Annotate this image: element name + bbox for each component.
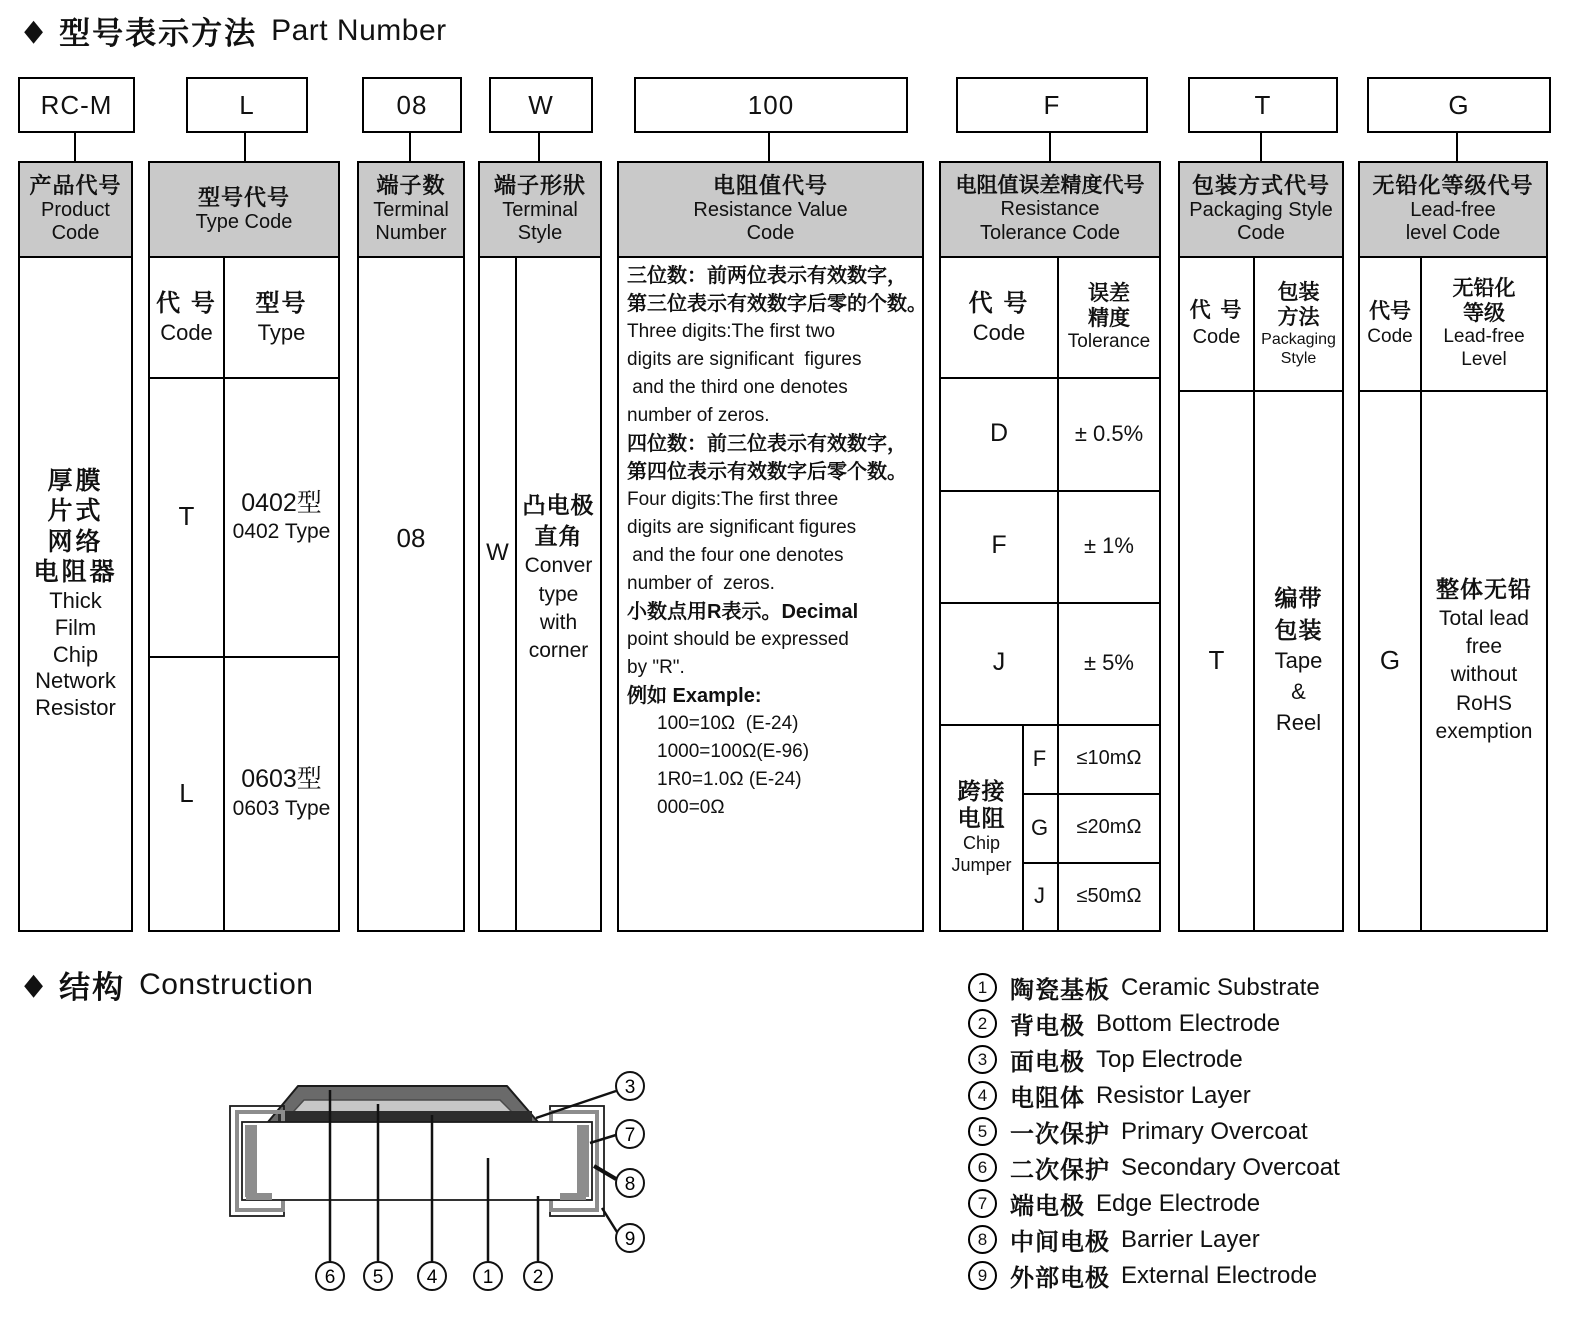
legend-zh: 面电极 [1010,1049,1085,1076]
connector-line [768,131,770,161]
jumper-row-f-code: F [1032,745,1047,771]
legend-item-ceramic-substrate [968,973,1340,1004]
connector-line [74,131,76,161]
product-en-line: Resistor [35,695,116,721]
resistance-example-line: 000=0Ω [657,797,725,818]
legend-zh: 外部电极 [1010,1265,1110,1292]
code-type: L [239,89,255,120]
code-box-packaging [1188,77,1338,133]
terminal-style-en-line: Conver [524,554,593,578]
leadfree-zh-line: 整体无铅 [1436,575,1532,602]
leadfree-subheader-code-zh: 代号 [1369,300,1411,323]
header-terminal-style-en1: Terminal [502,198,578,221]
tolerance-row-j-value: ± 5% [1084,650,1134,676]
header-terminal-number [357,161,465,258]
circled-number-icon: 1 [968,973,997,1002]
resistance-rule-line: 小数点用R表示。Decimal [627,601,859,623]
resistance-rule-line: 四位数：前三位表示有效数字， [627,433,907,455]
code-packaging: T [1254,89,1272,120]
legend-en: Top Electrode [1096,1045,1243,1073]
callout-number-3: 3 [624,1077,636,1098]
leader-line-7 [590,1135,616,1143]
header-product-en1: Product [41,198,110,221]
type-row-0402-code: T [178,501,195,532]
connector-line [244,131,246,161]
callout-number-6: 6 [324,1267,336,1288]
diamond-bullet-icon: ◆ [24,13,44,47]
packaging-zh-line: 编带 [1274,584,1323,611]
header-terminal-style [478,161,602,258]
terminal-style-en-line: with [539,611,578,635]
legend-item-secondary-overcoat [968,1153,1340,1184]
resistance-rule-line: number of zeros. [627,573,775,594]
jumper-row-j-code: J [1034,883,1045,909]
chip-jumper-label [941,724,1022,930]
packaging-en-line: & [1291,678,1306,704]
leadfree-en-line: without [1450,663,1518,687]
column-terminal-style-body [478,256,602,932]
header-tolerance-zh: 电阻值误差精度代号 [955,173,1145,197]
edge-electrode-right-shape [577,1125,589,1197]
legend-en: Bottom Electrode [1096,1009,1281,1037]
header-tolerance-en1: Resistance [1000,198,1100,221]
header-tolerance [939,161,1161,258]
type-subheader-type-en: Type [257,319,306,345]
type-subheader-code-en: Code [160,319,213,345]
header-packaging [1178,161,1344,258]
callout-number-8: 8 [624,1174,636,1195]
leadfree-subheader-level [1422,258,1546,390]
circled-number-icon: 7 [968,1189,997,1218]
legend-item-resistor-layer [968,1081,1340,1112]
resistance-rule-line: number of zeros. [627,405,770,426]
code-box-type [186,77,308,133]
type-subheader-type [225,258,338,377]
code-product: RC-M [40,89,113,120]
packaging-subheader-style-zh2: 方法 [1277,305,1320,329]
legend-zh: 陶瓷基板 [1010,977,1110,1004]
tolerance-subheader-tol-en: Tolerance [1067,331,1151,353]
header-product-en2: Code [51,222,100,245]
type-row-0603-en: 0603 Type [232,796,331,820]
type-subheader-code-zh: 代 号 [156,289,217,317]
code-box-terminal-number [362,77,462,133]
legend-en: Secondary Overcoat [1121,1153,1340,1181]
resistance-rule-line: and the four one denotes [627,545,844,566]
connector-line [409,131,411,161]
header-resistance-en1: Resistance Value [693,198,848,221]
type-row-0603-zh: 0603型 [241,765,322,794]
resistance-rule-line: point should be expressed [627,629,849,650]
legend-item-edge-electrode [968,1189,1340,1220]
tolerance-subheader-tol-zh2: 精度 [1088,307,1130,331]
legend-en: External Electrode [1121,1261,1318,1289]
packaging-subheader-code [1180,258,1253,390]
column-product-body [18,256,133,932]
header-terminal-style-en2: Style [517,222,563,245]
circled-number-icon: 8 [968,1225,997,1254]
resistance-rule-line: digits are significant figures [627,349,862,370]
packaging-subheader-code-en: Code [1192,325,1241,348]
part-number-title-en: Part Number [271,13,447,47]
tolerance-subheader-tol-zh1: 误差 [1088,281,1130,305]
tolerance-row-d-code: D [989,418,1009,447]
callout-number-2: 2 [532,1267,544,1288]
column-resistance-body [617,256,927,932]
packaging-en-line: Reel [1275,709,1322,735]
jumper-row-f-value: ≤10mΩ [1076,747,1142,769]
packaging-zh-line: 包装 [1274,616,1323,643]
terminal-number-value: 08 [396,522,426,553]
legend-item-top-electrode [968,1045,1340,1076]
column-packaging-body [1178,256,1344,932]
resistance-example-line: 1R0=1.0Ω (E-24) [657,769,802,790]
type-subheader-code [150,258,223,377]
tolerance-subheader-code-zh: 代 号 [968,289,1030,317]
circled-number-icon: 3 [968,1045,997,1074]
legend-en: Primary Overcoat [1121,1117,1308,1145]
resistance-rule-line: and the third one denotes [627,377,848,398]
header-leadfree-zh: 无铅化等级代号 [1372,172,1534,198]
terminal-style-code-cell: W [486,539,509,566]
callout-number-9: 9 [624,1229,636,1250]
product-en-line: Network [35,668,116,694]
header-product-code [18,161,133,258]
tolerance-subheader-tol [1059,258,1159,377]
leadfree-en-line: RoHS [1455,691,1513,715]
legend-en: Ceramic Substrate [1121,973,1320,1001]
code-box-terminal-style [489,77,593,133]
callout-number-7: 7 [624,1125,636,1146]
leadfree-en-line: Total lead [1439,606,1529,630]
ceramic-substrate-shape [242,1122,592,1200]
resistance-example-line: 100=10Ω (E-24) [657,713,799,734]
resistance-rule-line: 例如 Example: [627,685,762,707]
part-number-section-title [22,8,447,53]
packaging-row-code: T [1208,644,1225,675]
leadfree-subheader-code-en: Code [1367,326,1413,348]
leadfree-en-line: exemption [1435,720,1533,744]
header-product-zh: 产品代号 [29,172,122,198]
header-resistance-zh: 电阻值代号 [712,172,828,198]
resistance-rule-line: 第三位表示有效数字后零的个数。 [627,293,927,315]
resistance-rule-line: 第四位表示有效数字后零个数。 [627,461,907,483]
tolerance-row-f-value: ± 1% [1084,533,1134,559]
terminal-style-zh-line: 凸电极 [522,492,595,519]
header-terminal-number-en1: Terminal [373,198,449,221]
tolerance-subheader-code-en: Code [972,319,1026,345]
column-type-body [148,256,340,932]
header-terminal-number-en2: Number [375,222,447,245]
resistance-rule-line: digits are significant figures [627,517,857,538]
tolerance-row-f-code: F [991,531,1007,560]
header-type-code [148,161,340,258]
product-en-line: Chip [52,641,99,667]
resistance-rule-line: 三位数：前两位表示有效数字， [627,265,907,287]
packaging-row-description [1255,390,1342,930]
product-description [20,258,131,930]
legend-zh: 电阻体 [1010,1085,1085,1112]
connector-line [1456,131,1458,161]
chip-jumper-zh1: 跨接 [957,777,1006,804]
type-row-0603-code: L [179,777,194,808]
packaging-subheader-code-zh: 代 号 [1189,299,1244,323]
packaging-subheader-style-en1: Packaging [1261,331,1336,348]
bottom-electrode-left-shape [246,1193,272,1200]
construction-diagram [200,1048,680,1328]
legend-zh: 背电极 [1010,1013,1085,1040]
type-row-0603 [225,656,338,930]
chip-jumper-en1: Chip [962,833,1001,853]
chip-jumper-zh2: 电阻 [957,805,1006,832]
code-tolerance: F [1043,89,1061,120]
leadfree-row-code: G [1379,644,1401,675]
resistance-rule-line: Three digits:The first two [627,321,836,342]
code-box-resistance-value [634,77,908,133]
packaging-subheader-style [1255,258,1342,390]
packaging-subheader-style-en2: Style [1280,350,1317,368]
type-row-0402-zh: 0402型 [241,488,322,517]
header-type-zh: 型号代号 [197,184,290,210]
leadfree-subheader-code [1360,258,1420,390]
leadfree-row-description [1422,390,1546,930]
legend-item-primary-overcoat [968,1117,1340,1148]
code-box-leadfree [1367,77,1551,133]
callout-number-1: 1 [482,1267,494,1288]
connector-line [538,131,540,161]
leadfree-subheader-level-zh1: 无铅化 [1452,277,1516,301]
leadfree-en-line: free [1465,635,1503,658]
header-resistance-en2: Code [746,222,795,245]
terminal-style-zh-line: 直角 [534,523,583,550]
code-box-tolerance [956,77,1148,133]
packaging-subheader-style-zh1: 包装 [1277,280,1320,304]
code-box-product [18,77,135,133]
packaging-en-line: Tape [1274,647,1323,673]
circled-number-icon: 6 [968,1153,997,1182]
jumper-row-j-value: ≤50mΩ [1076,884,1142,907]
circled-number-icon: 9 [968,1261,997,1290]
legend-en: Resistor Layer [1096,1081,1251,1109]
legend-item-barrier-layer [968,1225,1340,1256]
bottom-electrode-right-shape [560,1193,586,1200]
callout-number-5: 5 [372,1267,384,1288]
column-leadfree-body [1358,256,1548,932]
circled-number-icon: 4 [968,1081,997,1110]
header-tolerance-en2: Tolerance Code [979,221,1121,244]
code-terminal-number: 08 [396,89,428,120]
header-packaging-en2: Code [1237,222,1285,245]
construction-legend [968,973,1340,1292]
resistance-value-rules [627,262,927,822]
product-en-line: Thick [49,587,102,613]
header-leadfree [1358,161,1548,258]
legend-item-external-electrode [968,1261,1340,1292]
jumper-row-g-value: ≤20mΩ [1076,816,1142,838]
column-tolerance-body [939,256,1161,932]
legend-en: Edge Electrode [1096,1189,1261,1217]
legend-item-bottom-electrode [968,1009,1340,1040]
column-terminal-number-body [357,256,465,932]
type-row-0402 [225,377,338,656]
legend-zh: 端电极 [1010,1193,1085,1220]
product-zh-line: 网络 [47,527,104,556]
construction-title-en: Construction [139,967,314,1001]
tolerance-row-d-value: ± 0.5% [1074,420,1144,446]
product-zh-line: 厚膜 [47,466,104,495]
header-terminal-style-zh: 端子形狀 [493,172,586,198]
jumper-row-g-code: G [1030,814,1049,840]
construction-section-title [22,962,314,1007]
header-type-en: Type Code [195,210,293,233]
chip-jumper-en2: Jumper [951,854,1012,875]
construction-title-zh: 结构 [59,970,126,1005]
header-terminal-number-zh: 端子数 [376,172,446,198]
resistance-example-line: 1000=100Ω(E-96) [657,741,810,762]
code-resistance-value: 100 [747,89,795,120]
legend-en: Barrier Layer [1121,1225,1260,1253]
product-zh-line: 电阻器 [33,558,118,587]
circled-number-icon: 5 [968,1117,997,1146]
header-packaging-en1: Packaging Style [1189,198,1333,221]
part-number-title-zh: 型号表示方法 [59,16,258,51]
legend-zh: 二次保护 [1010,1157,1110,1184]
product-en-line: Film [54,614,97,640]
legend-zh: 中间电极 [1010,1229,1110,1256]
code-leadfree: G [1448,89,1470,120]
leadfree-subheader-level-en2: Level [1461,349,1507,371]
terminal-style-en-line: corner [528,639,589,663]
callout-number-4: 4 [426,1267,438,1288]
resistance-rule-line: Four digits:The first three [627,489,839,510]
legend-zh: 一次保护 [1010,1121,1110,1148]
connector-line [1049,131,1051,161]
leadfree-subheader-level-zh2: 等级 [1463,302,1505,326]
terminal-style-en-line: type [538,582,579,606]
code-terminal-style: W [528,89,554,120]
header-packaging-zh: 包装方式代号 [1191,172,1330,198]
header-leadfree-en2: level Code [1405,222,1501,245]
connector-line [1260,131,1262,161]
edge-electrode-left-shape [245,1125,257,1197]
resistance-rule-line: by "R". [627,657,685,678]
type-subheader-type-zh: 型号 [255,289,308,317]
tolerance-subheader-code [941,258,1057,377]
header-resistance-value [617,161,924,258]
leadfree-subheader-level-en1: Lead-free [1443,326,1525,348]
header-leadfree-en1: Lead-free [1410,198,1496,221]
terminal-style-description [517,468,600,688]
circled-number-icon: 2 [968,1009,997,1038]
type-row-0402-en: 0402 Type [232,520,331,543]
tolerance-row-j-code: J [992,648,1006,677]
leader-line-9 [602,1208,617,1232]
diamond-bullet-icon: ◆ [24,967,44,1001]
product-zh-line: 片式 [47,497,104,526]
